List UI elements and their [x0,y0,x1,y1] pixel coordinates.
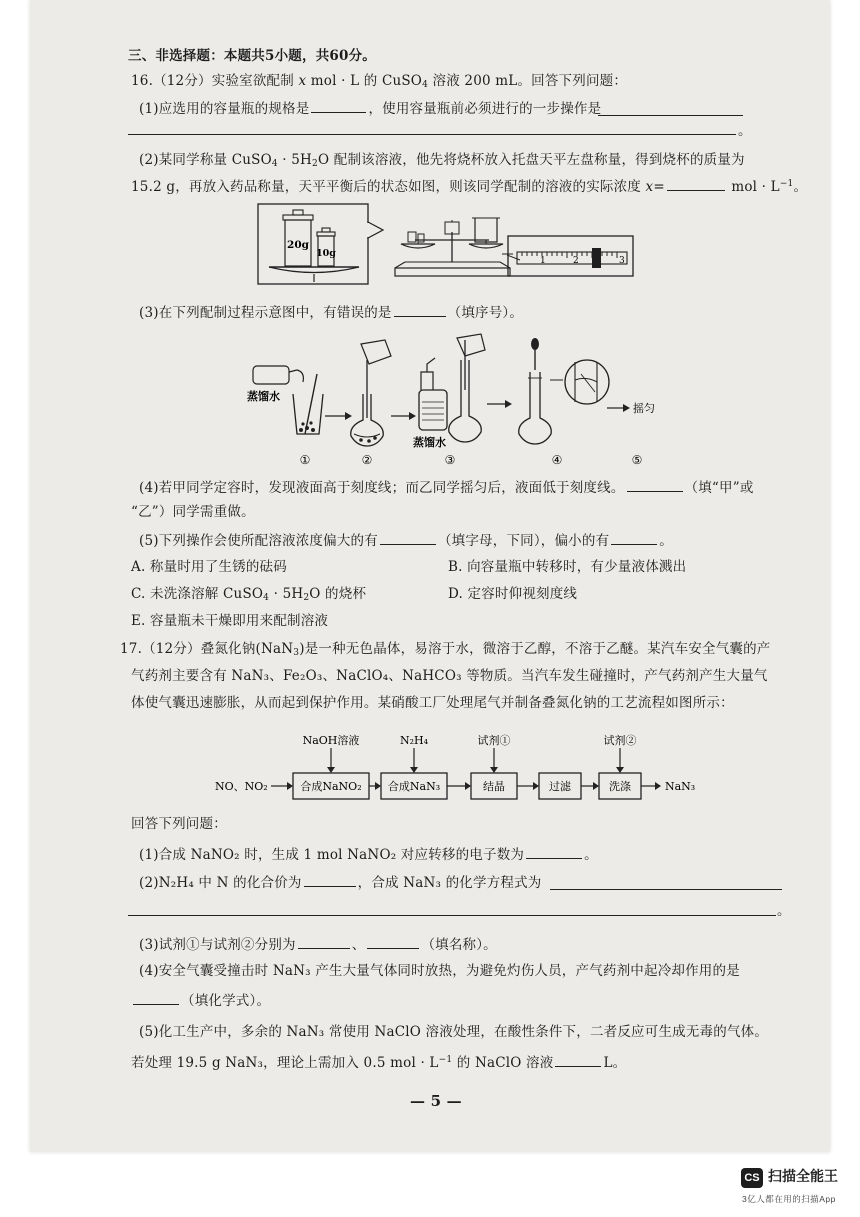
q16-part3: (3)在下列配制过程示意图中，有错误的是 （填序号）。 [139,302,523,322]
step-label: ④ [551,453,563,467]
transfer-flask-icon [351,340,391,446]
option-c: C. 未洗涤溶解 CuSO$_4$ · $5H_2O$ 的烧杯 [131,586,367,603]
q17-intro-line3: 体使气囊迅速膨胀，从而起到保护作用。某硝酸工厂处理尾气并制备叠氮化钠的工艺流程如图所示： [131,695,734,711]
beaker-stirring-icon [293,374,323,434]
punct: 。 [738,123,752,139]
answer-blank[interactable] [128,915,776,916]
answer-blank[interactable] [304,872,356,887]
flow-box-label: 合成NaNO₂ [300,780,362,793]
answer-blank[interactable] [311,98,366,113]
weight-10g-icon [317,228,335,266]
flow-output-label: NaN₃ [665,780,696,793]
shake-label: 摇匀 [633,402,655,415]
q16-part2-line1: (2)某同学称量 CuSO$_4$ · $5H_2O$ 配制该溶液，他先将烧杯放入托盘天平左盘称量，得到烧杯的质量为 [139,152,745,169]
q17-part5-line2: 若处理 19.5 g NaN₃，理论上需加入 0.5 mol · $L^{-1}$ 的 NaClO 溶液 L。 [131,1052,626,1072]
q17-intro-line2: 气药剂主要含有 NaN₃、Fe₂O₃、NaClO₄、NaHCO₃ 等物质。当汽车发生碰撞时，产气药剂产生大量气 [131,668,768,684]
q16-part2-line2: 15.2 g，再放入药品称量，天平平衡后的状态如图，则该同学配制的溶液的实际浓度 x= mol · $L^{-1}$。 [131,176,807,196]
distilled-water-label: 蒸馏水 [247,390,280,403]
q16-stem: 16.（12分）实验室欲配制 x mol · L 的 CuSO$_4$ 溶液 200 mL。回答下列问题： [131,73,628,90]
app-name: 扫描全能王 [768,1168,838,1184]
flow-box-label: 结晶 [483,780,505,793]
answer-blank[interactable] [550,889,782,890]
meniscus-zoom-icon [565,360,609,404]
wash-bottle-icon [419,358,447,430]
q17-answer-prompt: 回答下列问题： [131,816,227,832]
preparation-steps-figure [245,330,665,470]
q17-intro-line1: 17.（12分）叠氮化钠(NaN$_3$)是一种无色晶体，易溶于水，微溶于乙醇，不溶于乙醚。某汽车安全气囊的产 [120,641,771,658]
answer-blank[interactable] [598,115,743,116]
option-e: E. 容量瓶未干燥即用来配制溶液 [131,613,329,629]
answer-blank[interactable] [298,934,350,949]
weight-20g-icon [283,210,313,266]
q17-part1: (1)合成 NaNO₂ 时，生成 1 mol NaNO₂ 对应转移的电子数为 。 [139,844,598,864]
q17-part5-line1: (5)化工生产中，多余的 NaN₃ 常使用 NaClO 溶液处理，在酸性条件下，二者反应可生成无毒的气体。 [139,1024,769,1040]
option-d: D. 定容时仰视刻度线 [448,586,578,602]
flow-box-label: 过滤 [549,780,571,793]
q16-part5: (5)下列操作会使所配溶液浓度偏大的有 （填字母，下同），偏小的有 。 [139,530,673,550]
camscanner-logo-icon: CS [741,1168,763,1188]
tick-label: 2 [573,256,579,266]
weight-10g-label: 10g [316,248,336,259]
volumetric-flask-icon [449,334,485,442]
weight-20g-label: 20g [287,239,309,251]
reagent-label: NaOH溶液 [302,734,360,747]
q17-part2: (2)N₂H₄ 中 N 的化合价为 ，合成 NaN₃ 的化学方程式为 [139,872,542,892]
answer-blank[interactable] [133,990,179,1005]
flow-box-label: 洗涤 [609,780,631,793]
q16-part1: (1)应选用的容量瓶的规格是 ，使用容量瓶前必须进行的一步操作是 [139,98,601,118]
app-tagline: 3亿人都在用的扫描App [742,1194,836,1204]
page-number: — 5 — [410,1092,462,1110]
q17-part4-line1: (4)安全气囊受撞击时 NaN₃ 产生大量气体同时放热，为避免灼伤人员，产气药剂中起冷却作用的是 [139,963,740,979]
reagent-label: 试剂① [477,734,511,747]
q17-part3: (3)试剂①与试剂②分别为 、 （填名称）。 [139,934,497,954]
reagent-label: 试剂② [603,734,637,747]
section-header: 三、非选择题：本题共5小题，共60分。 [128,48,376,64]
answer-blank[interactable] [627,477,683,492]
tick-label: 1 [540,256,546,266]
step-label: ③ [444,453,456,467]
answer-blank[interactable] [380,530,436,545]
step-label: ⑤ [631,453,643,467]
punct: 。 [777,903,791,919]
option-b: B. 向容量瓶中转移时，有少量液体溅出 [448,559,687,575]
flow-input-label: NO、NO₂ [215,780,268,793]
answer-blank[interactable] [128,134,736,135]
wash-bottle-icon [253,366,303,384]
option-a: A. 称量时用了生锈的砝码 [131,559,287,575]
answer-blank[interactable] [611,530,657,545]
answer-blank[interactable] [667,176,725,191]
step-label: ② [361,453,373,467]
tick-label: 3 [619,256,625,266]
process-flow-diagram [215,728,715,808]
balance-icon [395,218,513,276]
answer-blank[interactable] [526,844,582,859]
step-label: ① [299,453,311,467]
answer-blank[interactable] [394,302,446,317]
distilled-water-label: 蒸馏水 [413,436,446,449]
answer-blank[interactable] [367,934,419,949]
rider-marker [592,248,601,268]
q16-part4-line1: (4)若甲同学定容时，发现液面高于刻度线；而乙同学摇匀后，液面低于刻度线。 （填“甲”或 [139,477,754,497]
scale-ruler [517,248,627,268]
balance-figure [255,200,635,292]
q16-part4-line2: “乙”）同学需重做。 [131,504,255,520]
reagent-label: N₂H₄ [399,734,429,747]
flow-box-label: 合成NaN₃ [387,780,441,793]
q17-part4-line2: （填化学式）。 [131,990,270,1010]
answer-blank[interactable] [555,1052,601,1067]
dropper-flask-icon [519,338,552,444]
